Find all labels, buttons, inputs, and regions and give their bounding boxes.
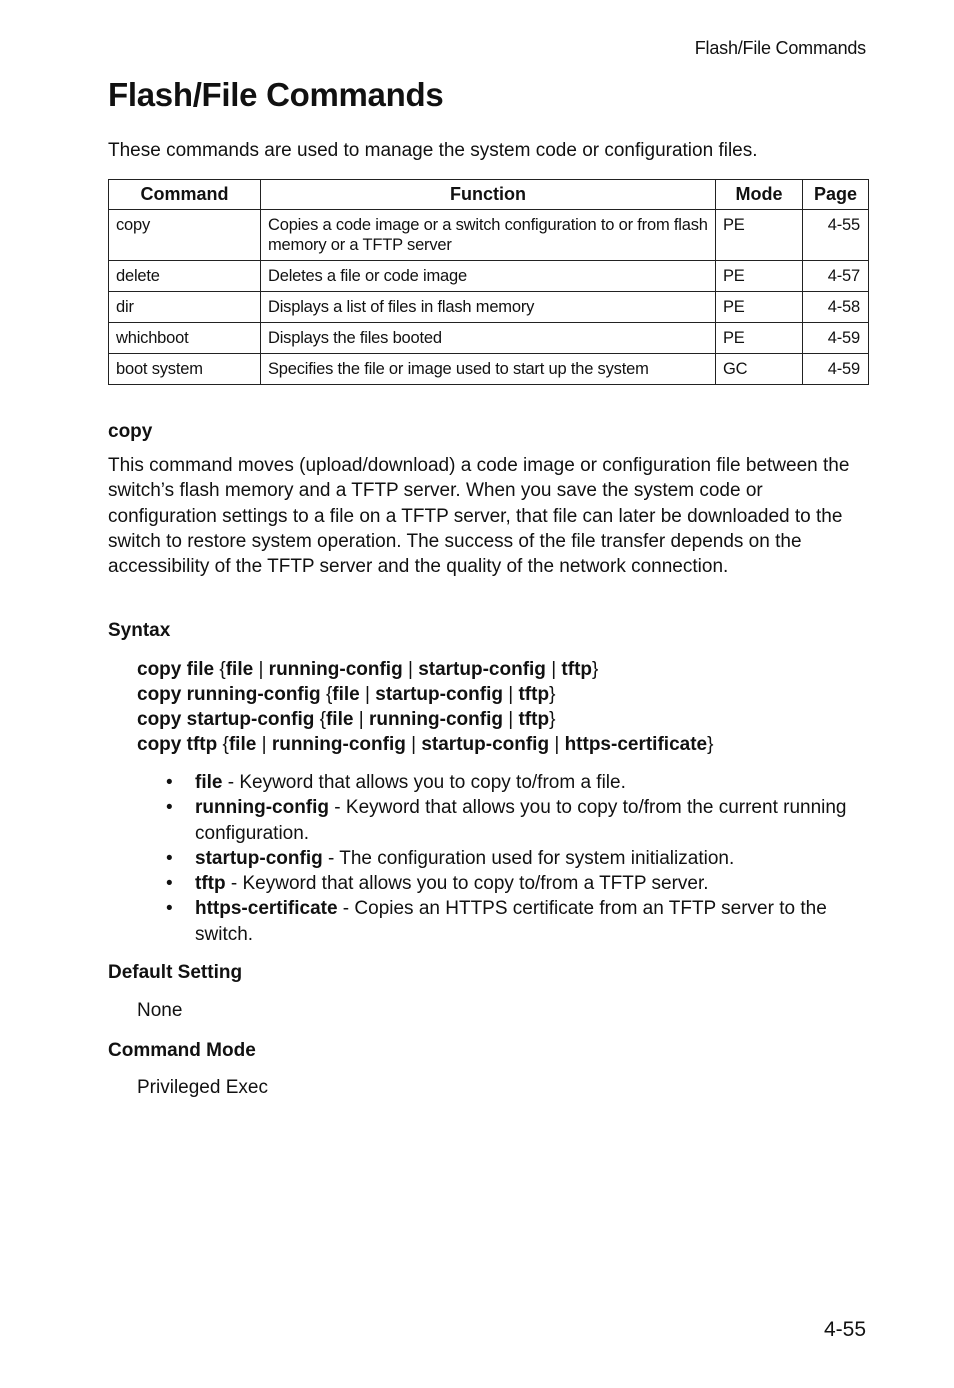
- syntax-command: copy tftp: [137, 734, 218, 755]
- syntax-separator: |: [407, 659, 413, 680]
- cell-function: Displays a list of files in flash memory: [261, 292, 716, 323]
- column-header-command: Command: [109, 180, 261, 210]
- column-header-page: Page: [803, 180, 869, 210]
- syntax-separator: |: [411, 734, 417, 755]
- syntax-option: tftp: [518, 684, 550, 705]
- syntax-option: file: [325, 709, 354, 730]
- keyword-term: https-certificate: [195, 898, 338, 920]
- syntax-line: [137, 732, 713, 757]
- syntax-option: startup-config: [375, 684, 503, 705]
- keyword-description: - Keyword that allows you to copy to/from a file.: [222, 772, 626, 793]
- syntax-separator: |: [261, 734, 267, 755]
- syntax-brace: {: [219, 659, 226, 680]
- column-header-function: Function: [261, 180, 716, 210]
- syntax-option: running-config: [268, 659, 403, 680]
- copy-description: This command moves (upload/download) a code image or configuration file between the switch’s flash memory and a TFTP server. When you save the system code or configuration settings to a file on a TFTP server, that file can later be downloaded to the switch to restore system operation. The success of the file transfer depends on the accessibility of the TFTP server and the quality of the network connection.: [108, 455, 850, 578]
- cell-function: Deletes a file or code image: [261, 261, 716, 292]
- syntax-line: [137, 657, 713, 682]
- syntax-separator: |: [365, 684, 370, 705]
- syntax-option: running-config: [271, 734, 406, 755]
- syntax-separator: |: [258, 659, 264, 680]
- syntax-option: file: [228, 734, 257, 755]
- table-header-row: [109, 180, 869, 210]
- cell-page: 4-55: [803, 210, 869, 261]
- syntax-command: copy startup-config: [137, 709, 315, 730]
- cell-mode: PE: [716, 292, 803, 323]
- table-row: [109, 210, 869, 261]
- syntax-separator: |: [508, 709, 514, 730]
- page-title: Flash/File Commands: [108, 76, 444, 113]
- syntax-line: [137, 682, 713, 707]
- table-row: [109, 292, 869, 323]
- cell-mode: PE: [716, 261, 803, 292]
- cell-command: copy: [109, 210, 261, 261]
- syntax-brace: {: [325, 684, 333, 705]
- keyword-term: startup-config: [195, 847, 323, 869]
- keyword-description: - The configuration used for system initialization.: [322, 847, 735, 869]
- bullet-icon: •: [166, 873, 173, 895]
- table-row: [109, 261, 869, 292]
- syntax-option: tftp: [561, 659, 593, 680]
- cell-function: Copies a code image or a switch configuration to or from flash memory or a TFTP server: [261, 210, 716, 261]
- command-mode-heading: Command Mode: [108, 1040, 256, 1061]
- keyword-term: running-config: [195, 797, 330, 819]
- table-row: [109, 354, 869, 385]
- cell-mode: PE: [716, 210, 803, 261]
- cell-command: whichboot: [109, 323, 261, 354]
- bullet-icon: •: [166, 898, 173, 920]
- table-row: [109, 323, 869, 354]
- keyword-list: [166, 770, 868, 947]
- syntax-heading: Syntax: [108, 620, 171, 641]
- cell-page: 4-59: [803, 323, 869, 354]
- syntax-option: tftp: [518, 709, 550, 730]
- running-header: Flash/File Commands: [694, 38, 866, 58]
- keyword-description: - Keyword that allows you to copy to/from the current running configuration.: [195, 797, 847, 844]
- syntax-line: [137, 707, 713, 732]
- default-setting-heading: Default Setting: [108, 962, 243, 983]
- list-item: [166, 846, 868, 871]
- syntax-separator: |: [554, 734, 560, 755]
- keyword-description: - Copies an HTTPS certificate from an TFTP server to the switch.: [195, 898, 827, 945]
- syntax-option: file: [332, 684, 360, 705]
- command-mode-value: Privileged Exec: [137, 1077, 268, 1098]
- cell-command: dir: [109, 292, 261, 323]
- syntax-command: copy file: [137, 659, 215, 680]
- syntax-brace: {: [222, 734, 229, 755]
- syntax-brace: {: [319, 709, 326, 730]
- list-item: [166, 770, 868, 795]
- syntax-command: copy running-config: [137, 684, 321, 705]
- cell-page: 4-59: [803, 354, 869, 385]
- cell-mode: GC: [716, 354, 803, 385]
- list-item: [166, 871, 868, 896]
- column-header-mode: Mode: [716, 180, 803, 210]
- intro-text: These commands are used to manage the system code or configuration files.: [108, 140, 758, 161]
- list-item: [166, 896, 868, 947]
- bullet-icon: •: [166, 847, 173, 869]
- syntax-option: startup-config: [421, 734, 550, 755]
- syntax-block: [137, 657, 713, 757]
- keyword-description: - Keyword that allows you to copy to/from a TFTP server.: [225, 873, 709, 895]
- syntax-brace: }: [549, 684, 556, 705]
- syntax-separator: |: [551, 659, 557, 680]
- keyword-term: file: [195, 772, 223, 793]
- syntax-option: file: [225, 659, 254, 680]
- bullet-icon: •: [166, 772, 173, 793]
- syntax-separator: |: [358, 709, 364, 730]
- syntax-brace: }: [707, 734, 714, 755]
- syntax-brace: }: [592, 659, 599, 680]
- cell-mode: PE: [716, 323, 803, 354]
- copy-heading: copy: [108, 421, 153, 442]
- cell-page: 4-57: [803, 261, 869, 292]
- cell-command: delete: [109, 261, 261, 292]
- cell-page: 4-58: [803, 292, 869, 323]
- syntax-option: startup-config: [418, 659, 546, 680]
- cell-function: Specifies the file or image used to start up the system: [261, 354, 716, 385]
- list-item: [166, 795, 868, 846]
- bullet-icon: •: [166, 797, 173, 819]
- default-setting-value: None: [137, 1000, 183, 1021]
- syntax-brace: }: [549, 709, 556, 730]
- command-table: [108, 179, 869, 385]
- syntax-option: running-config: [368, 709, 503, 730]
- cell-function: Displays the files booted: [261, 323, 716, 354]
- keyword-term: tftp: [195, 873, 226, 895]
- syntax-separator: |: [508, 684, 514, 705]
- syntax-option: https-certificate: [564, 734, 708, 755]
- page-number: 4-55: [823, 1318, 866, 1341]
- cell-command: boot system: [109, 354, 261, 385]
